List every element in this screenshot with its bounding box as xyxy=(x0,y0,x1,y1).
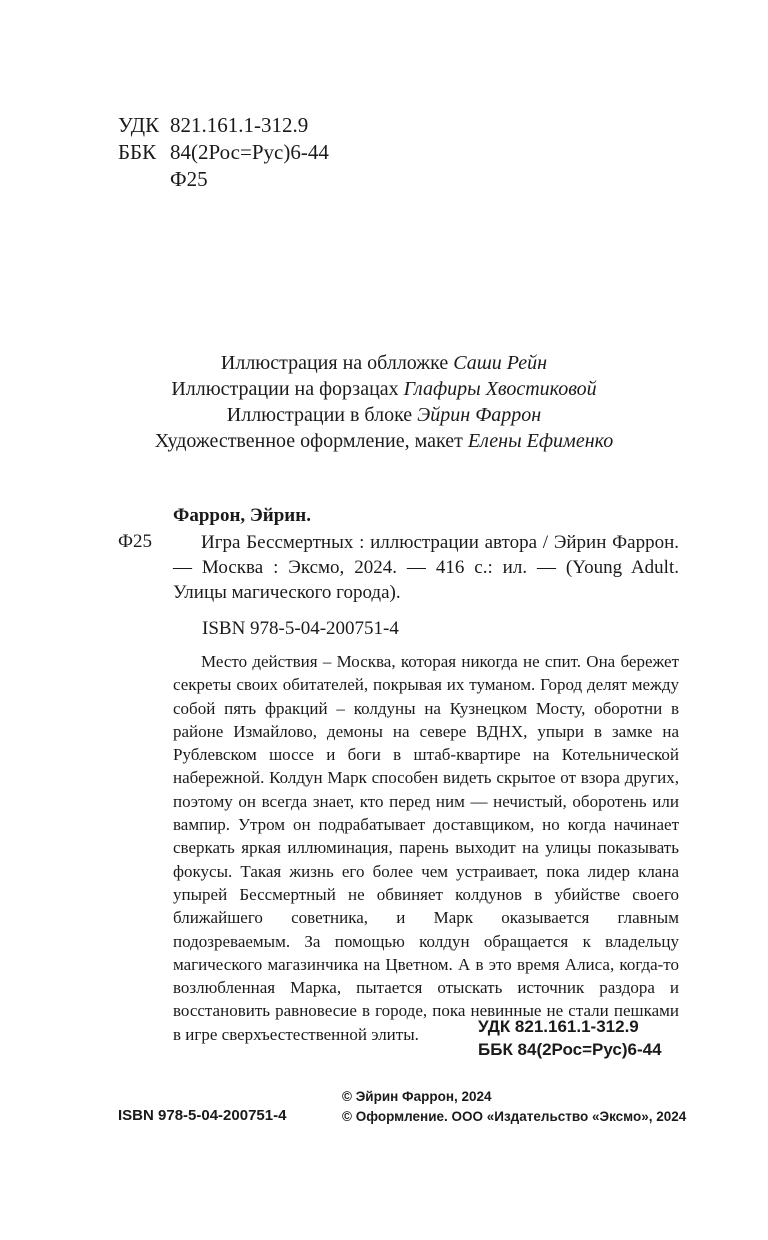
record-index-code: Ф25 xyxy=(118,531,153,552)
annotation-text: Место действия – Москва, которая никогда не спит. Она бережет секреты своих обитателей, покрывая их туманом. Город делят между собой пять фракций – колдуны на Кузнецком Мосту, оборотни в районе Измайлово, демоны на севере ВДНХ, упыри в замке на Рублевском шоссе и боги в штаб-квартире на Котельнической набережной. Колдун Марк способен видеть скрытое от взора других, поэтому он всегда знает, кто перед ним — нечистый, оборотень или вампир. Утром он подрабатывает доставщиком, но когда начинает сверкать яркая иллюминация, парень выходит на улицы показывать фокусы. Такая жизнь его более чем устраивает, пока лидер клана упырей Бессмертный не обвиняет колдунов в убийстве своего ближайшего советника, и Марк оказывается главным подозреваемым. За помощью колдун обращается к владельцу магического магазинчика на Цветном. А в это время Алиса, когда-то возлюбленная Марка, пытается отыскать источник раздора и восстановить равновесие в городе, пока невинные не стали пешками в игре сверхъестественной элиты. xyxy=(173,652,679,1044)
bbk-row xyxy=(118,139,329,166)
bbk-value: 84(2Рос=Рус)6-44 xyxy=(170,140,329,164)
author-mark: Ф25 xyxy=(170,167,208,191)
credit-line-design: Художественное оформление, макет Елены Ефименко xyxy=(154,430,614,452)
illustration-credits xyxy=(60,350,708,454)
credit-line-block: Иллюстрации в блоке Эйрин Фаррон xyxy=(226,404,542,426)
copyright-block xyxy=(342,1087,686,1127)
classification-codes-bottom xyxy=(478,1015,662,1061)
udk-code-bottom: УДК 821.161.1-312.9 xyxy=(478,1017,639,1036)
record-author: Фаррон, Эйрин. xyxy=(173,505,311,526)
udk-label: УДК xyxy=(118,113,160,137)
bbk-code-bottom: ББК 84(2Рос=Рус)6-44 xyxy=(478,1040,662,1059)
copyright-author: © Эйрин Фаррон, 2024 xyxy=(342,1089,492,1104)
credit-line-endpapers: Иллюстрации на форзацах Глафиры Хвостиковой xyxy=(171,378,597,400)
bbk-label: ББК xyxy=(118,140,157,164)
footer-isbn: ISBN 978-5-04-200751-4 xyxy=(118,1107,287,1124)
copyright-design: © Оформление. ООО «Издательство «Эксмо», 2024 xyxy=(342,1109,687,1124)
classification-block xyxy=(118,112,329,193)
author-mark-row xyxy=(118,166,329,193)
record-description: Игра Бессмертных : иллюстрации автора / Эйрин Фаррон. — Москва : Эксмо, 2024. — 416 с.: ил. — (Young Adult. Улицы магического города). xyxy=(173,532,679,603)
record-isbn: ISBN 978-5-04-200751-4 xyxy=(202,618,399,639)
credit-line-cover: Иллюстрация на облложке Саши Рейн xyxy=(220,352,548,374)
udk-row xyxy=(118,112,329,139)
udk-value: 821.161.1-312.9 xyxy=(170,113,309,137)
